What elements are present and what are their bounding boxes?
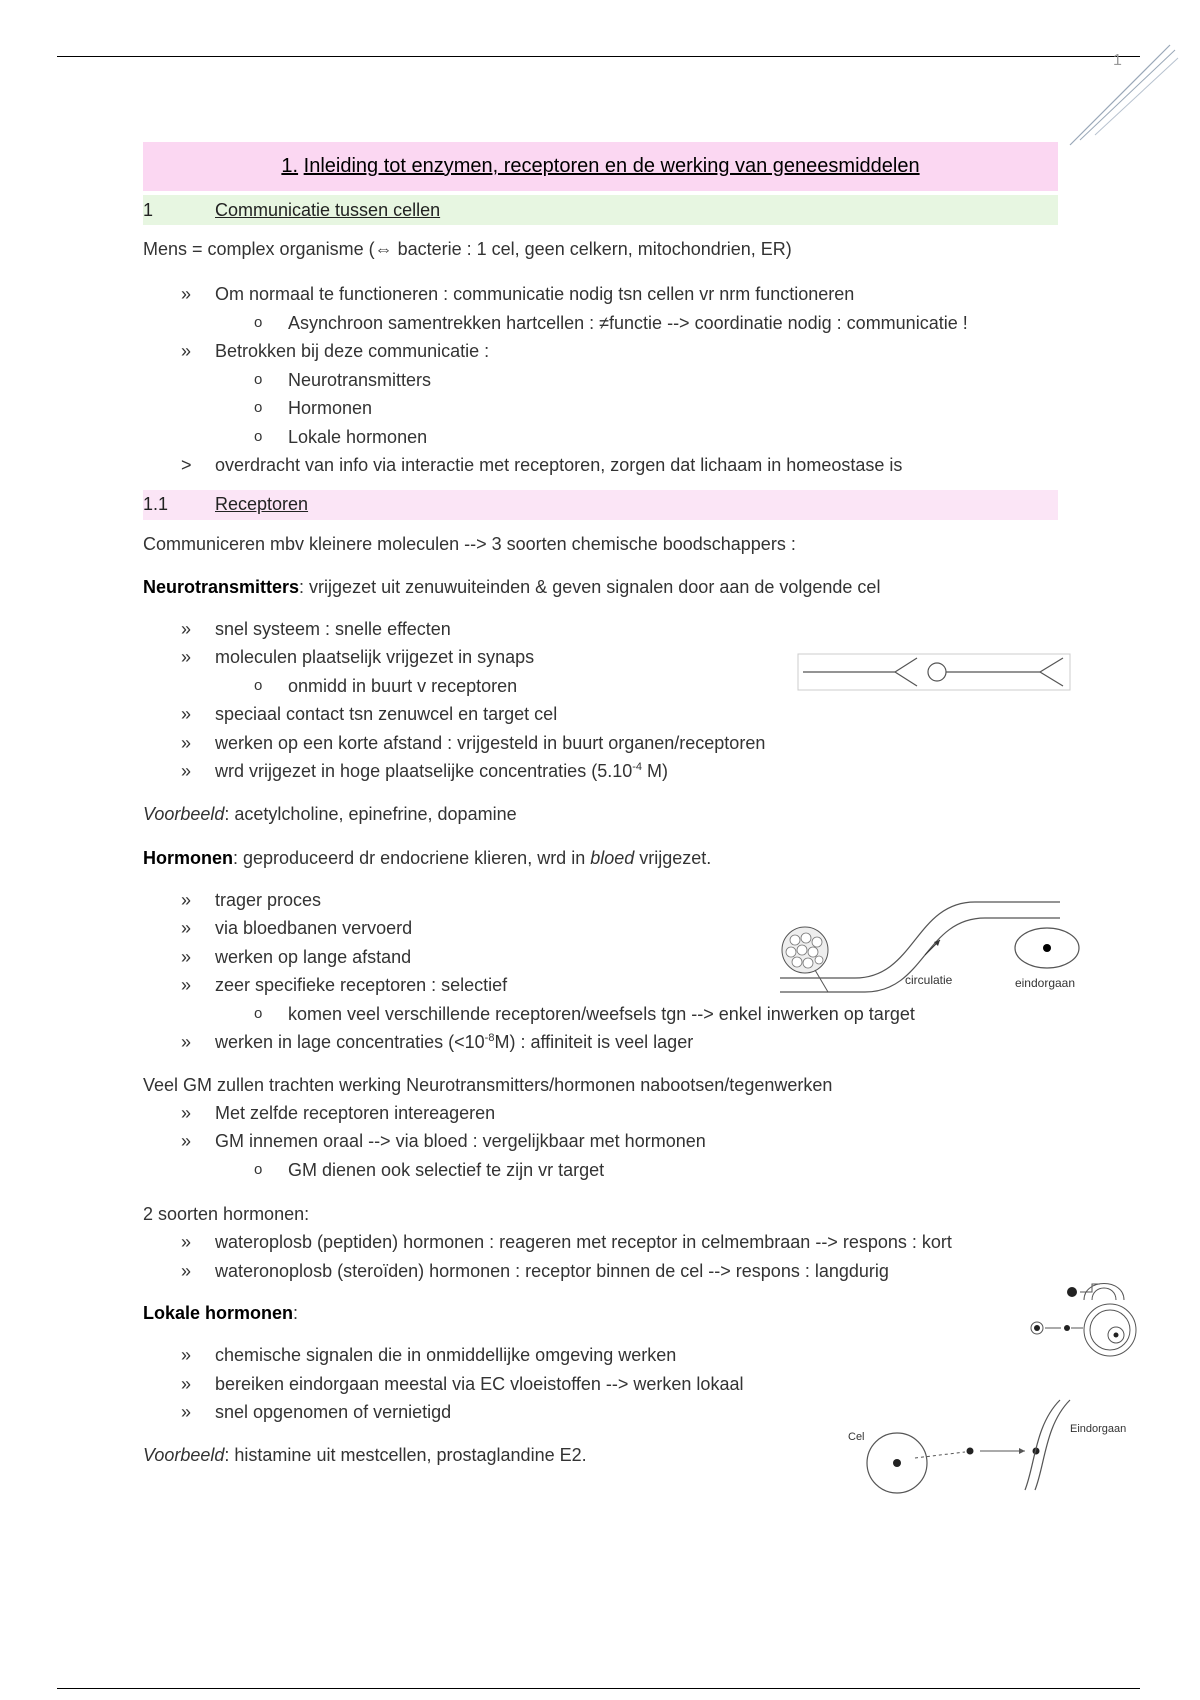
list-item: » wateronoplosb (steroïden) hormonen : receptor binnen de cel --> respons : langdurig bbox=[143, 1257, 1058, 1286]
list-item: » werken op een korte afstand : vrijgesteld in buurt organen/receptoren bbox=[143, 729, 1058, 758]
hormonen-def-post: vrijgezet. bbox=[634, 847, 712, 868]
list-item: » zeer specifieke receptoren : selectief bbox=[143, 971, 1058, 1000]
concentration-text: wrd vrijgezet in hoge plaatselijke concentraties (5.10 bbox=[215, 761, 633, 781]
chapter-title-text: Inleiding tot enzymen, receptoren en de werking van geneesmiddelen bbox=[303, 155, 920, 177]
list-item: » werken op lange afstand bbox=[143, 943, 1058, 972]
list-subitem: o Neurotransmitters bbox=[143, 366, 1058, 395]
hormone-circulation-figure bbox=[775, 880, 1120, 1015]
list-item: » snel opgenomen of vernietigd bbox=[143, 1398, 1058, 1427]
list-item: » wateroplosb (peptiden) hormonen : reageren met receptor in celmembraan --> respons : kort bbox=[143, 1228, 1058, 1257]
neurotransmitters-list bbox=[143, 615, 1058, 786]
page-number: 1 bbox=[1113, 52, 1122, 69]
gm-list bbox=[143, 1099, 1058, 1185]
figure-label-eindorgaan: eindorgaan bbox=[1014, 976, 1076, 990]
list-subitem: o Asynchroon samentrekken hartcellen : ≠functie --> coordinatie nodig : communicatie ! bbox=[143, 309, 1058, 338]
communication-list bbox=[143, 280, 1058, 480]
list-item: » GM innemen oraal --> via bloed : vergelijkbaar met hormonen bbox=[143, 1127, 1058, 1156]
document-body bbox=[143, 142, 1058, 1469]
chapter-title bbox=[143, 142, 1058, 191]
hormone-types-list bbox=[143, 1228, 1058, 1285]
example-label: Voorbeeld bbox=[143, 1444, 225, 1465]
footer-rule bbox=[57, 1688, 1140, 1689]
list-item: » chemische signalen die in onmiddellijke omgeving werken bbox=[143, 1341, 1058, 1370]
list-item: » via bloedbanen vervoerd bbox=[143, 914, 1058, 943]
corner-decoration bbox=[1060, 40, 1180, 150]
list-item: » speciaal contact tsn zenuwcel en target cel bbox=[143, 700, 1058, 729]
list-item bbox=[143, 757, 1058, 786]
section-heading-1-1 bbox=[143, 490, 1058, 520]
hormonen-definition bbox=[143, 844, 1058, 872]
neurotransmitters-definition bbox=[143, 573, 1058, 601]
list-item: » trager proces bbox=[143, 886, 1058, 915]
neurotransmitters-example bbox=[143, 800, 1058, 828]
chapter-number: 1. bbox=[281, 155, 299, 177]
lokale-hormonen-colon: : bbox=[293, 1303, 299, 1323]
lokale-hormonen-term: Lokale hormonen bbox=[143, 1303, 294, 1323]
hormonen-def-pre: : geproduceerd dr endocriene klieren, wrd in bbox=[233, 847, 591, 868]
gm-intro: Veel GM zullen trachten werking Neurotransmitters/hormonen nabootsen/tegenwerken bbox=[143, 1074, 833, 1095]
list-item: » Betrokken bij deze communicatie : bbox=[143, 337, 1058, 366]
receptoren-intro: Communiceren mbv kleinere moleculen --> 3 soorten chemische boodschappers : bbox=[143, 533, 796, 554]
list-subitem: o GM dienen ook selectief te zijn vr target bbox=[143, 1156, 1058, 1185]
neurotransmitters-term: Neurotransmitters bbox=[143, 576, 300, 597]
list-item: » moleculen plaatselijk vrijgezet in synaps bbox=[143, 643, 1058, 672]
list-item bbox=[143, 1028, 1058, 1057]
section-number: 1.1 bbox=[143, 494, 169, 514]
section-title: Communicatie tussen cellen bbox=[215, 199, 441, 220]
list-item: » bereiken eindorgaan meestal via EC vloeistoffen --> werken lokaal bbox=[143, 1370, 1058, 1399]
concentration-exponent: -4 bbox=[632, 761, 643, 773]
list-subitem: o komen veel verschillende receptoren/weefsels tgn --> enkel inwerken op target bbox=[143, 1000, 1058, 1029]
example-text: : histamine uit mestcellen, prostaglandine E2. bbox=[224, 1444, 587, 1465]
concentration-text: werken in lage concentraties (<10 bbox=[215, 1032, 485, 1052]
concentration-exponent: -8 bbox=[484, 1032, 495, 1044]
list-item: » snel systeem : snelle effecten bbox=[143, 615, 1058, 644]
figure-label-eindorgaan: Eindorgaan bbox=[1070, 1423, 1127, 1435]
intracellular-receptor-icon bbox=[1028, 1300, 1143, 1360]
intro-paragraph: Mens = complex organisme (⇔ bacterie : 1 cel, geen celkern, mitochondrien, ER) bbox=[143, 239, 792, 259]
list-item: > overdracht van info via interactie met receptoren, zorgen dat lichaam in homeostase is bbox=[143, 451, 1058, 480]
hormonen-term: Hormonen bbox=[143, 847, 233, 868]
figure-label-cel: Cel bbox=[848, 1431, 865, 1443]
hormonen-def-italic: bloed bbox=[590, 847, 635, 868]
header-rule bbox=[57, 56, 1140, 57]
synapse-figure bbox=[795, 650, 1075, 695]
concentration-unit: M) : affiniteit is veel lager bbox=[494, 1032, 694, 1052]
section-title: Receptoren bbox=[215, 494, 309, 514]
neurotransmitters-def: : vrijgezet uit zenuwuiteinden & geven signalen door aan de volgende cel bbox=[299, 576, 881, 597]
example-text: : acetylcholine, epinefrine, dopamine bbox=[224, 803, 517, 824]
example-label: Voorbeeld bbox=[143, 803, 225, 824]
hormone-types-intro: 2 soorten hormonen: bbox=[143, 1204, 310, 1224]
list-item: » Met zelfde receptoren intereageren bbox=[143, 1099, 1058, 1128]
section-number: 1 bbox=[143, 199, 154, 220]
list-subitem: o Lokale hormonen bbox=[143, 423, 1058, 452]
local-hormone-figure bbox=[840, 1395, 1140, 1495]
list-item: » Om normaal te functioneren : communicatie nodig tsn cellen vr nrm functioneren bbox=[143, 280, 1058, 309]
concentration-unit: M) bbox=[642, 761, 669, 781]
list-subitem: o onmidd in buurt v receptoren bbox=[143, 672, 1058, 701]
list-subitem: o Hormonen bbox=[143, 394, 1058, 423]
section-heading-1 bbox=[143, 195, 1058, 225]
lokale-hormonen-heading bbox=[143, 1299, 1058, 1327]
figure-label-circulatie: circulatie bbox=[905, 973, 953, 987]
